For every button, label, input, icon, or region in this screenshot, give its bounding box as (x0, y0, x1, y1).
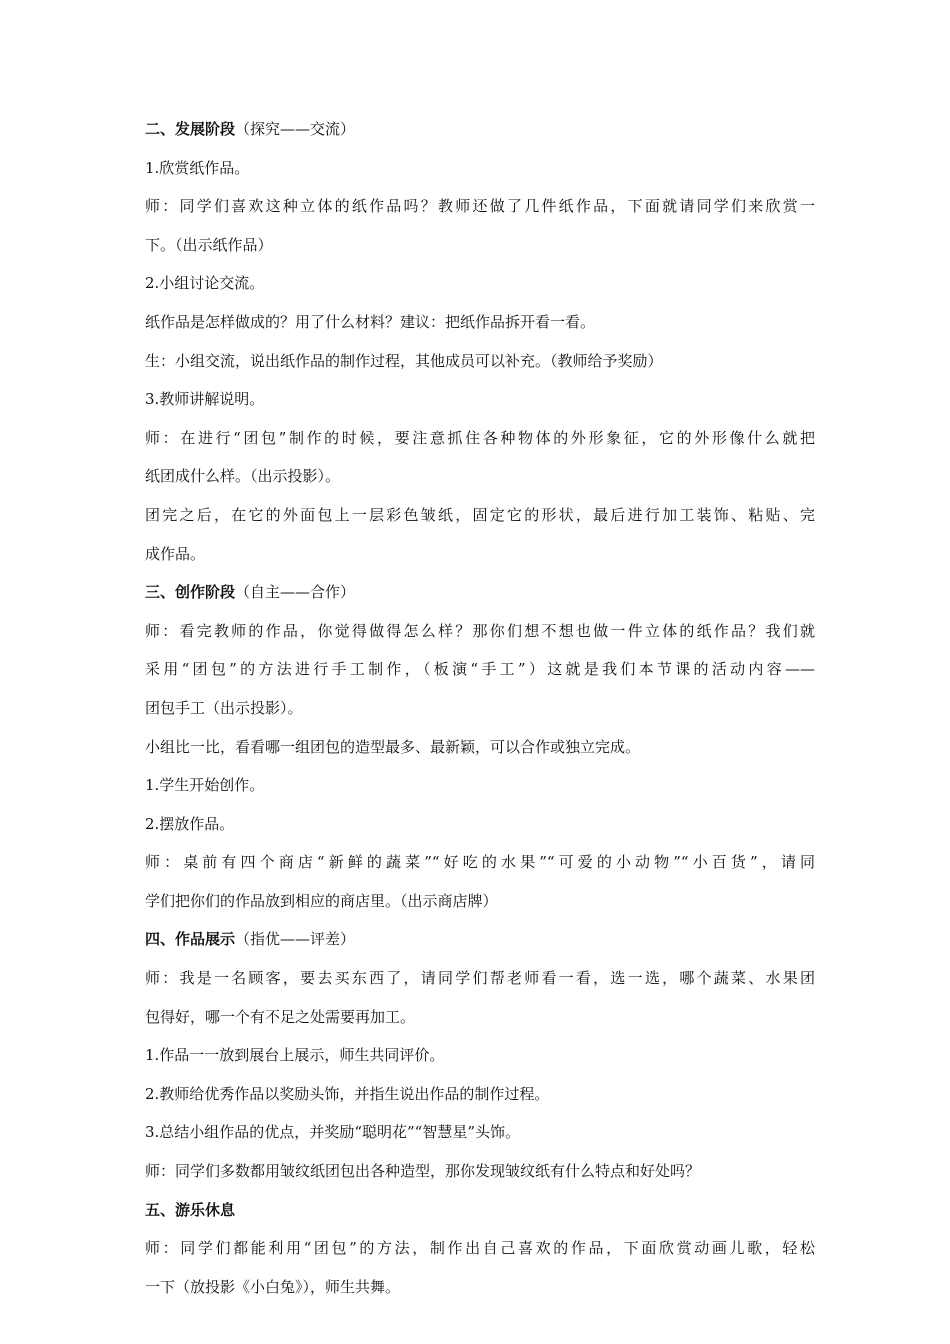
section-heading-title: 四、作品展示 (145, 930, 236, 949)
paragraph-line (145, 965, 815, 991)
paragraph-line-text: 生：小组交流，说出纸作品的制作过程，其他成员可以补充。（教师给予奖励） (145, 351, 663, 370)
section-heading (145, 926, 815, 952)
paragraph-line (145, 772, 815, 798)
section-heading-subtitle: （自主——合作） (235, 583, 356, 602)
section-heading (145, 1197, 815, 1223)
paragraph-line-text: 采用“团包”的方法进行手工制作，（板演“手工”）这就是我们本节课的活动内容—— (145, 660, 815, 679)
section-heading-subtitle: （指优——评差） (235, 930, 356, 949)
paragraph-line-text: 师：桌前有四个商店“新鲜的蔬菜”“好吃的水果”“可爱的小动物”“小百货”，请同 (145, 853, 815, 872)
paragraph-line-text: 师：同学们喜欢这种立体的纸作品吗？教师还做了几件纸作品，下面就请同学们来欣赏一 (145, 197, 815, 216)
paragraph-line (145, 270, 815, 296)
paragraph-line (145, 888, 815, 914)
paragraph-line-text: 学们把你们的作品放到相应的商店里。（出示商店牌） (145, 891, 498, 910)
paragraph-line (145, 348, 815, 374)
paragraph-line (145, 1274, 815, 1300)
paragraph-line-text: 师：同学们多数都用皱纹纸团包出各种造型，那你发现皱纹纸有什么特点和好处吗？ (145, 1162, 701, 1181)
paragraph-line (145, 541, 815, 567)
paragraph-line (145, 849, 815, 875)
paragraph-line-text: 3.总结小组作品的优点，并奖励“聪明花”“智慧星”头饰。 (145, 1123, 520, 1142)
section-heading-title: 五、游乐休息 (145, 1200, 236, 1219)
paragraph-line-text: 小组比一比，看看哪一组团包的造型最多、最新颖，可以合作或独立完成。 (145, 737, 641, 756)
paragraph-line-text: 1.欣赏纸作品。 (145, 158, 250, 177)
section-heading (145, 116, 815, 142)
paragraph-line-text: 2.小组讨论交流。 (145, 274, 265, 293)
paragraph-line (145, 695, 815, 721)
paragraph-line (145, 232, 815, 258)
paragraph-line-text: 成作品。 (145, 544, 206, 563)
paragraph-line (145, 463, 815, 489)
section-heading-title: 二、发展阶段 (145, 120, 236, 138)
paragraph-line-text: 师：在进行“团包”制作的时候，要注意抓住各种物体的外形象征，它的外形像什么就把 (145, 428, 815, 447)
paragraph-line-text: 团包手工（出示投影）。 (145, 698, 303, 717)
paragraph-line (145, 656, 815, 682)
paragraph-line (145, 502, 815, 528)
paragraph-line (145, 193, 815, 219)
paragraph-line (145, 386, 815, 412)
paragraph-line (145, 1235, 815, 1261)
paragraph-line (145, 1158, 815, 1184)
paragraph-line (145, 309, 815, 335)
paragraph-line-text: 一下（放投影《小白兔》），师生共舞。 (145, 1277, 401, 1296)
paragraph-line (145, 811, 815, 837)
paragraph-line (145, 734, 815, 760)
paragraph-line-text: 2.教师给优秀作品以奖励头饰，并指生说出作品的制作过程。 (145, 1084, 550, 1103)
paragraph-line-text: 3.教师讲解说明。 (145, 390, 265, 409)
paragraph-line-text: 1.作品一一放到展台上展示，师生共同评价。 (145, 1046, 445, 1065)
section-heading-title: 三、创作阶段 (145, 583, 236, 602)
document-page (145, 116, 815, 1312)
paragraph-line-text: 下。（出示纸作品） (145, 235, 273, 254)
paragraph-line (145, 1119, 815, 1145)
paragraph-line-text: 纸团成什么样。（出示投影）。 (145, 467, 341, 486)
paragraph-line-text: 1.学生开始创作。 (145, 776, 265, 795)
section-heading-subtitle: （探究——交流） (235, 120, 356, 138)
paragraph-line-text: 师：我是一名顾客，要去买东西了，请同学们帮老师看一看，选一选，哪个蔬菜、水果团 (145, 969, 815, 988)
paragraph-line-text: 2.摆放作品。 (145, 814, 235, 833)
paragraph-line (145, 155, 815, 181)
paragraph-line (145, 618, 815, 644)
paragraph-line (145, 1004, 815, 1030)
paragraph-line-text: 师：同学们都能利用“团包”的方法，制作出自己喜欢的作品，下面欣赏动画儿歌，轻松 (145, 1239, 815, 1258)
section-heading (145, 579, 815, 605)
paragraph-line (145, 1042, 815, 1068)
paragraph-line-text: 纸作品是怎样做成的？用了什么材料？建议：把纸作品拆开看一看。 (145, 312, 596, 331)
paragraph-line-text: 包得好，哪一个有不足之处需要再加工。 (145, 1007, 416, 1026)
paragraph-line (145, 1081, 815, 1107)
paragraph-line (145, 425, 815, 451)
paragraph-line-text: 团完之后，在它的外面包上一层彩色皱纸，固定它的形状，最后进行加工装饰、粘贴、完 (145, 505, 815, 524)
paragraph-line-text: 师：看完教师的作品，你觉得做得怎么样？那你们想不想也做一件立体的纸作品？我们就 (145, 621, 815, 640)
